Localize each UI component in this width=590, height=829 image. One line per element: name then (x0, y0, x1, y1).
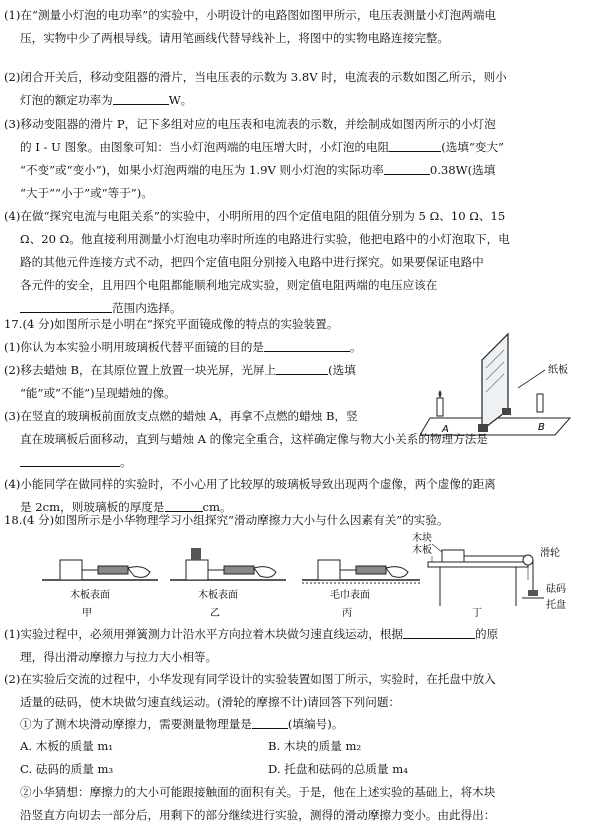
answer-blank[interactable] (20, 300, 112, 313)
q17-p3-end: 。 (120, 455, 132, 469)
q16-p4-line3: 路的其他元件连接方式不动，把四个定值电阻分别接入电路中进行探究。如果要保证电路中 (20, 255, 484, 269)
label-candle-b: B (538, 422, 545, 433)
q16-p1-line2: 压，实物中少了两根导线。请用笔画线代替导线补上，将图中的实物电路连接完整。 (20, 31, 449, 45)
q18-p3-line1: ②小华猜想：摩擦力的大小可能跟接触面的面积有关。于是，他在上述实验的基础上，将木块 (20, 785, 496, 799)
candle-b (537, 394, 543, 412)
answer-blank[interactable] (389, 139, 441, 152)
q17-p4-line1: (4)小能同学在做同样的实验时，不小心用了比较厚的玻璃板导致出现两个虚像，两个虚像的距离 (4, 477, 496, 491)
label-pulley: 滑轮 (540, 548, 560, 559)
mirror-experiment-figure (420, 330, 590, 445)
q16-p3-hint: (选填“变大” (441, 140, 504, 154)
surface-label: 木板表面 (70, 590, 110, 601)
q18-heading: 18.(4 分)如图所示是小华物理学习小组探究“滑动摩擦力大小与什么因素有关”的实验。 (4, 513, 449, 527)
q16-p4-tail: 范围内选择。 (112, 301, 182, 315)
candle-a (437, 398, 443, 416)
q17-p3-line3 (20, 452, 132, 472)
candle-flame (439, 390, 442, 398)
label-tray: 托盘 (546, 600, 566, 611)
q18-p3-line2: 沿竖直方向切去一部分后，用剩下的部分继续进行实验，测得的滑动摩擦力变小。由此得出： (20, 808, 496, 822)
q16-p4-line4: 各元件的安全，且用四个电阻都能顺利地完成实验，则定值电阻两端的电压应该在 (20, 278, 438, 292)
surface-label: 木板表面 (198, 590, 238, 601)
q16-p3-text2: “不变”或“变小”)，如果小灯泡两端的电压为 1.9V 则小灯泡的实际功率 (20, 163, 384, 177)
q16-p3-line3 (20, 160, 495, 180)
surface-label: 毛巾表面 (330, 590, 370, 601)
option-c: C. 砝码的质量 m₃ (20, 762, 114, 776)
q17-p4-text: 是 2cm，则玻璃板的厚度是 (20, 500, 165, 514)
q16-p2-text: 灯泡的额定功率为 (20, 93, 113, 107)
label-board: 木板 (412, 545, 432, 556)
figure-yi (170, 548, 286, 619)
q17-p4-unit: cm。 (202, 500, 232, 514)
q18-p2-line3 (20, 714, 343, 734)
pulley-icon (523, 555, 533, 565)
q18-p2-line2: 适量的砝码，使木块做匀速直线运动。(滑轮的摩擦不计)请回答下列问题： (20, 695, 401, 709)
answer-blank[interactable] (20, 454, 120, 467)
q17-heading: 17.(4 分)如图所示是小明在“探究平面镜成像的特点的实验装置。 (4, 317, 339, 331)
q17-p2-line2: “能”或“不能”)呈现蜡烛的像。 (20, 386, 176, 400)
caption-bing: 丙 (342, 608, 352, 619)
option-b: B. 木块的质量 m₂ (268, 739, 362, 753)
glass-plate (482, 334, 508, 430)
answer-blank[interactable] (384, 162, 430, 175)
q17-p3-line1: (3)在竖直的玻璃板前面放支点燃的蜡烛 A，再拿不点燃的蜡烛 B，竖 (4, 409, 358, 423)
option-d: D. 托盘和砝码的总质量 m₄ (268, 762, 408, 776)
q16-p1-line1: (1)在“测量小灯泡的电功率”的实验中，小明设计的电路图如图甲所示，电压表测量小灯泡两端电 (4, 8, 497, 22)
friction-experiment-figures (40, 532, 588, 622)
option-a: A. 木板的质量 m₁ (20, 739, 114, 753)
q18-p1-line1 (4, 624, 498, 644)
answer-blank[interactable] (403, 626, 475, 639)
q16-p3-line1: (3)移动变阻器的滑片 P，记下多组对应的电压表和电流表的示数，并绘制成如图丙所示的小灯泡 (4, 117, 496, 131)
q16-p3-hint2: 0.38W(选填 (429, 163, 496, 177)
answer-blank[interactable] (252, 716, 288, 729)
q17-p2-text: (2)移去蜡烛 B，在其原位置上放置一块光屏，光屏上 (4, 363, 277, 377)
q16-p2-unit: W。 (168, 93, 193, 107)
label-paper-board: 纸板 (548, 365, 568, 376)
caption-yi: 乙 (210, 608, 220, 619)
q17-p1-end: 。 (349, 340, 362, 354)
answer-blank[interactable] (264, 339, 350, 352)
figure-ding (412, 532, 566, 619)
figure-bing (302, 560, 420, 619)
plate-stand (478, 424, 488, 432)
q18-p1-text: (1)实验过程中，必须用弹簧测力计沿水平方向拉着木块做匀速直线运动，根据 (4, 627, 404, 641)
q18-p1-line2: 理，得出滑动摩擦力与拉力大小相等。 (20, 650, 218, 664)
q16-p2-line2 (20, 90, 192, 110)
caption-jia: 甲 (82, 608, 92, 619)
q18-p2-hint: (填编号)。 (287, 717, 344, 731)
q17-p3-line2: 直在玻璃板后面移动，直到与蜡烛 A 的像完全重合，这样确定像与物大小关系的物理方法是 (20, 432, 488, 446)
answer-blank[interactable] (276, 362, 328, 375)
label-block: 木块 (412, 533, 432, 544)
q17-p1-text: (1)你认为本实验小明用玻璃板代替平面镜的目的是 (4, 340, 264, 354)
label-weights: 砝码 (546, 584, 566, 595)
q16-p3-text: 的 I - U 图象。由图象可知：当小灯泡两端的电压增大时，小灯泡的电阻 (20, 140, 390, 154)
caption-ding: 丁 (472, 608, 482, 619)
figure-jia (42, 560, 158, 619)
q16-p3-line2 (20, 137, 504, 157)
answer-blank[interactable] (113, 92, 169, 105)
q17-p2-line1 (4, 360, 356, 380)
label-candle-a: A (442, 424, 449, 435)
q16-p2-line1: (2)闭合开关后，移动变阻器的滑片，当电压表的示数为 3.8V 时，电流表的示数如图乙所示，则小 (4, 70, 507, 84)
q18-p2-line1: (2)在实验后交流的过程中，小华发现有同学设计的实验装置如图丁所示，实验时，在托盘中放入 (4, 672, 496, 686)
q18-p2-text: ①为了测木块滑动摩擦力，需要测量物理量是 (20, 717, 252, 731)
q18-p1-tail: 的原 (475, 627, 499, 641)
q16-p4-line1: (4)在做“探究电流与电阻关系”的实验中，小明所用的四个定值电阻的阻值分别为 5 Ω、10 Ω、15 (4, 209, 506, 223)
q16-p4-line2: Ω、20 Ω。他直接利用测量小灯泡电功率时所连的电路进行实验，他把电路中的小灯泡取下，电 (20, 232, 510, 246)
q17-p1 (4, 337, 362, 357)
plate-stand (502, 408, 511, 415)
q17-p2-hint: (选填 (328, 363, 356, 377)
q16-p3-line4: “大于”“小于”或“等于”)。 (20, 186, 153, 200)
